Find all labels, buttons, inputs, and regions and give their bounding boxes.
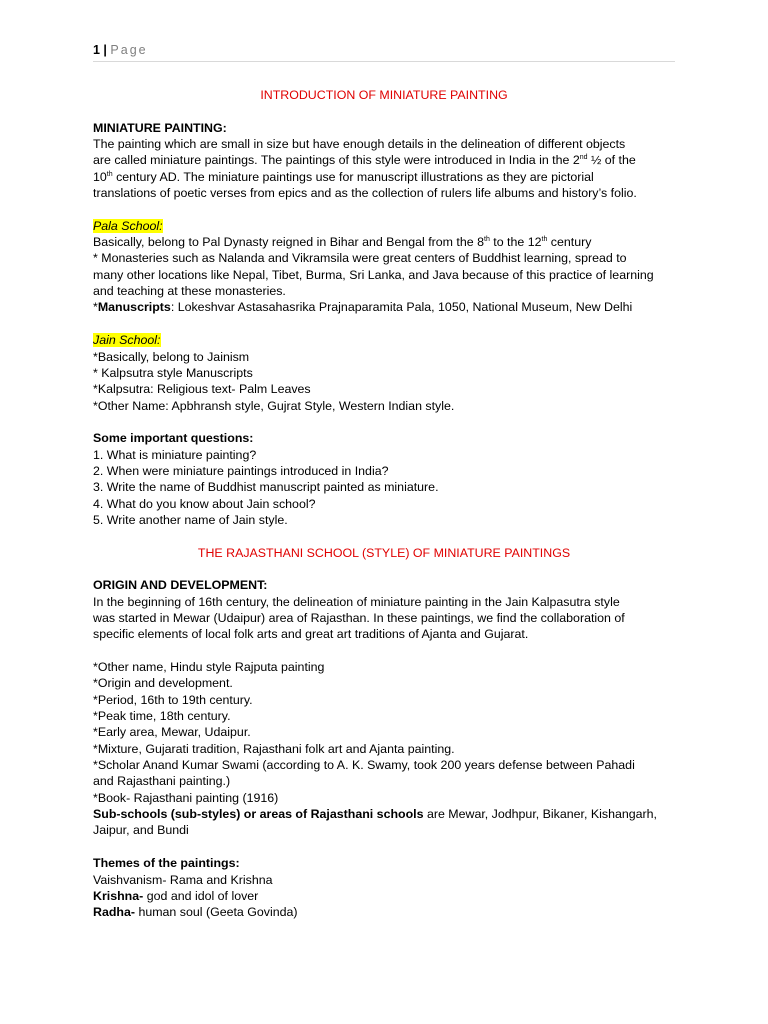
fact-item: and Rajasthani painting.) — [93, 774, 231, 789]
fact-item: *Period, 16th to 19th century. — [93, 692, 253, 707]
jain-item: * Kalpsutra style Manuscripts — [93, 365, 253, 380]
theme-item: Radha- human soul (Geeta Govinda) — [93, 905, 298, 920]
document-title: INTRODUCTION OF MINIATURE PAINTING — [260, 88, 508, 102]
pala-line: * Monasteries such as Nalanda and Vikramsila were great centers of Buddhist learning, spread to — [93, 251, 627, 266]
rajasthani-title: THE RAJASTHANI SCHOOL (STYLE) OF MINIATURE PAINTINGS — [197, 545, 571, 560]
jain-heading: Jain School: — [93, 333, 161, 348]
page-label: Page — [110, 43, 148, 57]
questions-heading: Some important questions: — [93, 431, 254, 446]
fact-item: *Scholar Anand Kumar Swami (according to A. K. Swamy, took 200 years defense between Pahadi — [93, 758, 635, 773]
fact-item: *Other name, Hindu style Rajputa painting — [93, 660, 325, 675]
page-header — [93, 43, 675, 62]
pala-line: Basically, belong to Pal Dynasty reigned in Bihar and Bengal from the 8th to the 12th century — [93, 235, 592, 250]
intro-heading: MINIATURE PAINTING: — [93, 120, 227, 135]
jain-item: *Other Name: Apbhransh style, Gujrat Style, Western Indian style. — [93, 398, 455, 413]
header-separator: | — [99, 43, 111, 57]
origin-heading: ORIGIN AND DEVELOPMENT: — [93, 578, 268, 593]
pala-manuscripts: *Manuscripts: Lokeshvar Astasahasrika Prajnaparamita Pala, 1050, National Museum, New Delhi — [93, 300, 633, 315]
theme-item: Vaishvanism- Rama and Krishna — [93, 872, 273, 887]
themes-heading: Themes of the paintings: — [93, 856, 240, 871]
fact-item: *Peak time, 18th century. — [93, 709, 231, 724]
jain-item: *Kalpsutra: Religious text- Palm Leaves — [93, 382, 311, 397]
fact-item: *Early area, Mewar, Udaipur. — [93, 725, 251, 740]
intro-line: are called miniature paintings. The paintings of this style were introduced in India in the 2nd ½ of the — [93, 153, 636, 168]
pala-line: many other locations like Nepal, Tibet, Burma, Sri Lanka, and Java because of this practice of learning — [93, 267, 654, 282]
page-number: 1 — [93, 43, 100, 57]
document-body — [93, 87, 675, 921]
fact-item: *Book- Rajasthani painting (1916) — [93, 790, 279, 805]
jain-item: *Basically, belong to Jainism — [93, 349, 250, 364]
pala-heading: Pala School: — [93, 218, 163, 233]
intro-line: translations of poetic verses from epics and as the collection of rulers life albums and history’s folio. — [93, 186, 637, 201]
fact-item: *Origin and development. — [93, 676, 233, 691]
question-item: 1. What is miniature painting? — [93, 447, 257, 462]
intro-line: The painting which are small in size but have enough details in the delineation of different objects — [93, 137, 626, 152]
subschools-line: Sub-schools (sub-styles) or areas of Rajasthani schools are Mewar, Jodhpur, Bikaner, Kishangarh, — [93, 807, 657, 822]
origin-line: was started in Mewar (Udaipur) area of Rajasthan. In these paintings, we find the collaboration of — [93, 611, 625, 625]
origin-line: In the beginning of 16th century, the delineation of miniature painting in the Jain Kalpasutra style — [93, 594, 620, 609]
question-item: 3. Write the name of Buddhist manuscript painted as miniature. — [93, 480, 439, 495]
intro-line: 10th century AD. The miniature paintings use for manuscript illustrations as they are pictorial — [93, 169, 594, 184]
question-item: 4. What do you know about Jain school? — [93, 496, 316, 511]
subschools-line: Jaipur, and Bundi — [93, 823, 189, 838]
pala-line: and teaching at these monasteries. — [93, 284, 286, 299]
origin-line: specific elements of local folk arts and great art traditions of Ajanta and Gujarat. — [93, 627, 529, 642]
question-item: 2. When were miniature paintings introduced in India? — [93, 463, 389, 478]
theme-item: Krishna- god and idol of lover — [93, 888, 259, 903]
fact-item: *Mixture, Gujarati tradition, Rajasthani folk art and Ajanta painting. — [93, 741, 455, 756]
question-item: 5. Write another name of Jain style. — [93, 512, 288, 527]
